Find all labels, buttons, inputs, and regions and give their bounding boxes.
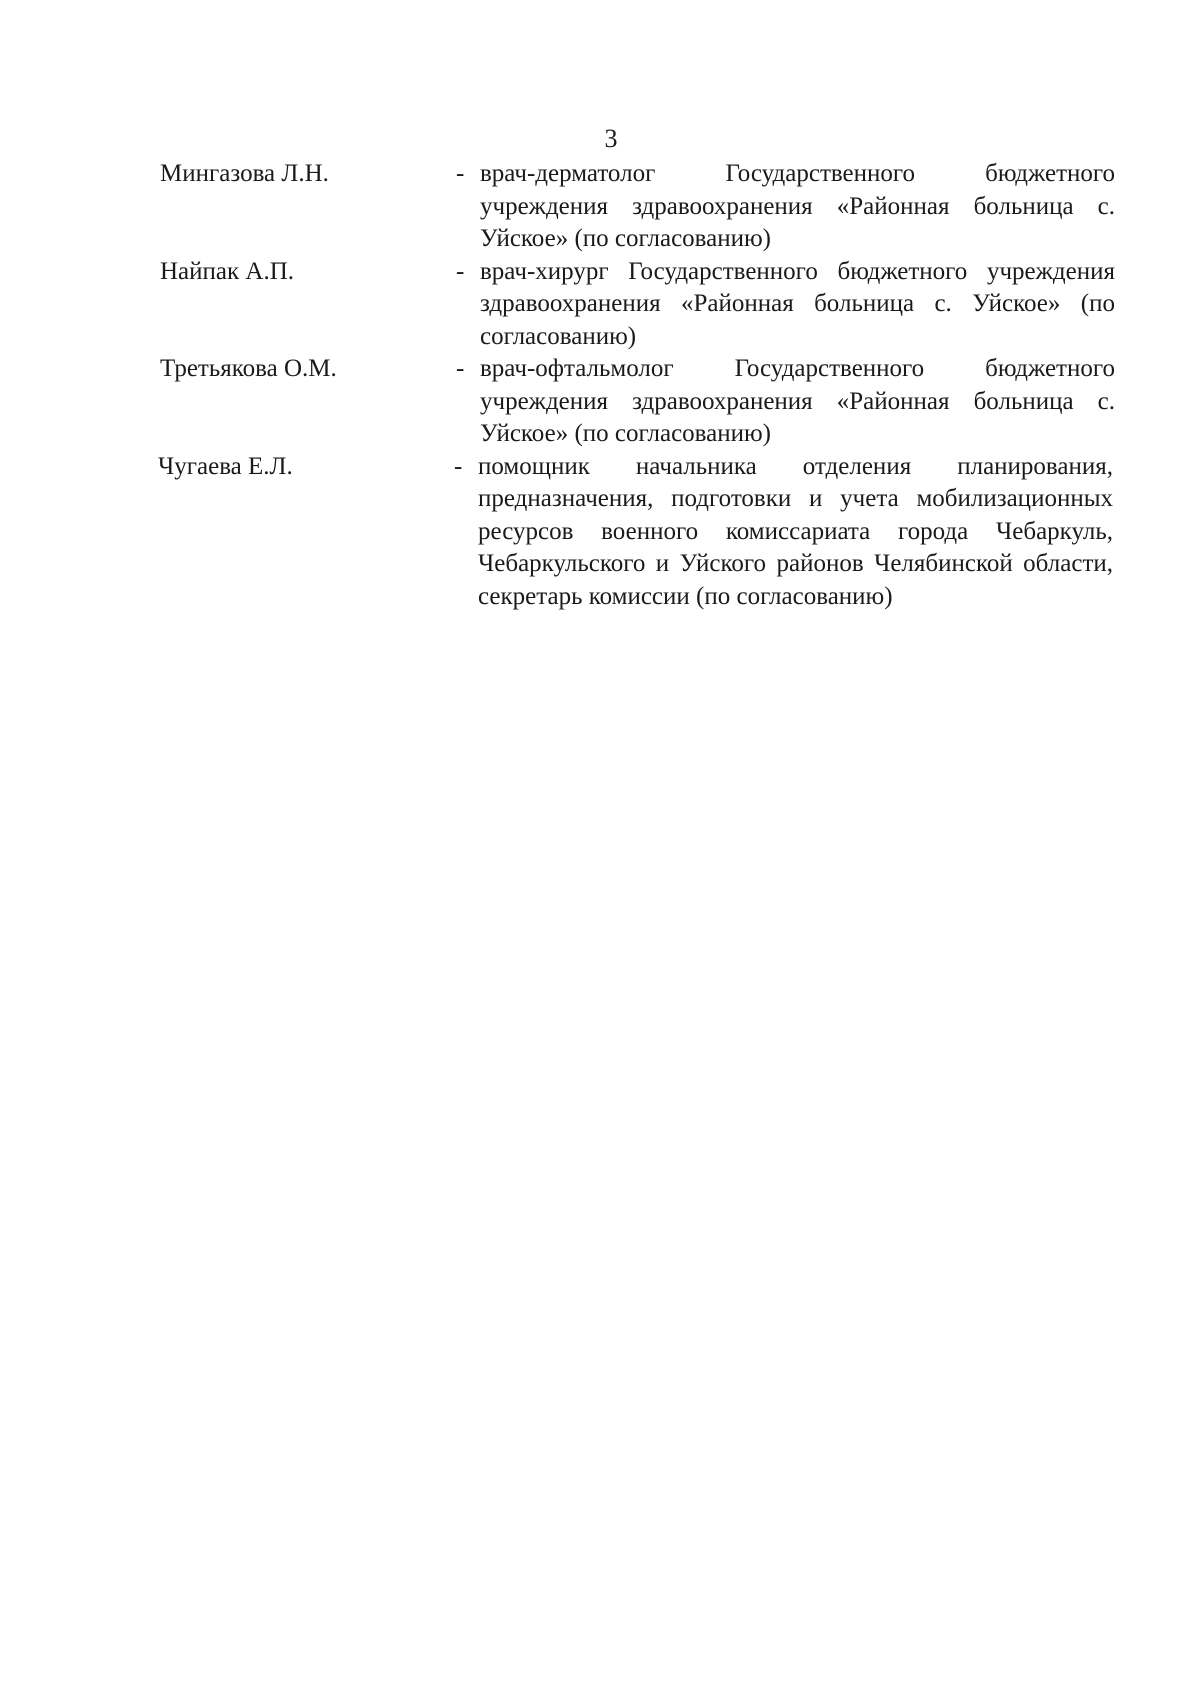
member-name: Чугаева Е.Л. (158, 452, 293, 480)
member-position: врач-офтальмолог Государственного бюджетного учреждения здравоохранения «Районная больница с. Уйское» (по согласованию) (480, 355, 1115, 447)
member-entry (160, 158, 1120, 256)
member-entry (160, 353, 1120, 451)
member-entry (160, 256, 1120, 354)
member-name: Мингазова Л.Н. (160, 160, 329, 187)
member-position: помощник начальника отделения планирования, предназначения, подготовки и учета мобилизационных ресурсов военного комиссариата города Чебаркуль, Чебаркульского и Уйского районов Челябинской области, секретарь комиссии (по согласованию) (478, 452, 1113, 610)
dash-separator: - (456, 355, 465, 382)
dash-separator: - (456, 160, 465, 187)
dash-separator: - (454, 452, 463, 480)
member-position: врач-хирург Государственного бюджетного учреждения здравоохранения «Районная больница с. Уйское» (по согласованию) (480, 257, 1115, 350)
dash-separator: - (456, 257, 465, 285)
member-position: врач-дерматолог Государственного бюджетного учреждения здравоохранения «Районная больница с. Уйское» (по согласованию) (480, 160, 1115, 252)
page-number: 3 (604, 124, 618, 153)
commission-members-list (160, 158, 1120, 613)
member-entry (160, 451, 1120, 614)
member-name: Найпак А.П. (160, 257, 295, 285)
member-name: Третьякова О.М. (160, 355, 337, 382)
